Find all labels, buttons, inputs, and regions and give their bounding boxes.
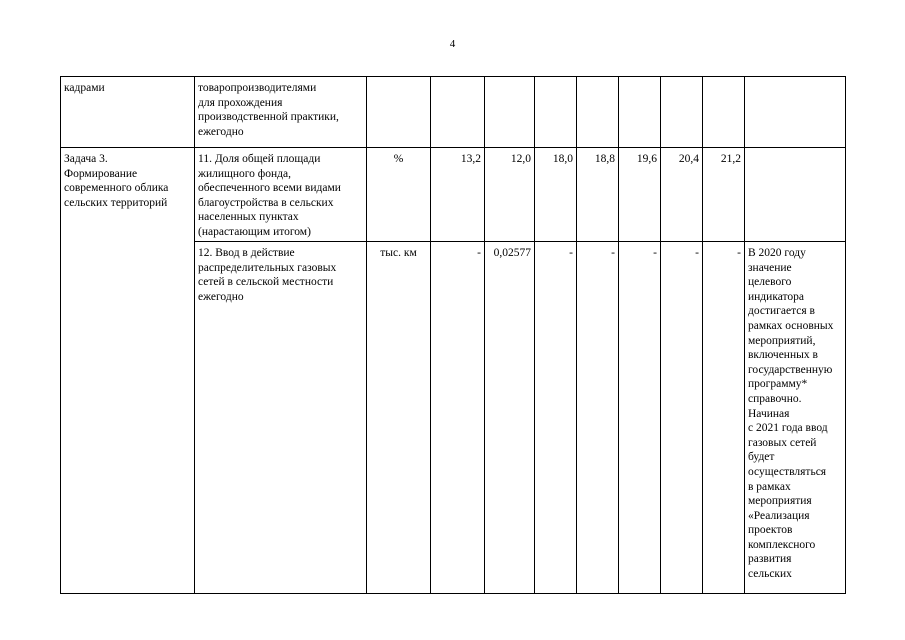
value-cell: 20,4 xyxy=(661,148,703,242)
unit-cell: тыс. км xyxy=(367,242,431,594)
table-row xyxy=(61,148,846,242)
indicator-cell: 12. Ввод в действие распределительных газовых сетей в сельской местности ежегодно xyxy=(195,242,367,594)
value-cell: - xyxy=(703,242,745,594)
value-cell: - xyxy=(619,242,661,594)
value-cell xyxy=(485,77,535,148)
value-cell: 13,2 xyxy=(431,148,485,242)
value-cell: - xyxy=(661,242,703,594)
value-cell: 21,2 xyxy=(703,148,745,242)
task-cell: Задача 3. Формирование современного облика сельских территорий xyxy=(61,148,195,594)
value-cell: 18,8 xyxy=(577,148,619,242)
value-cell: - xyxy=(535,242,577,594)
value-cell xyxy=(661,77,703,148)
task-cell: кадрами xyxy=(61,77,195,148)
note-cell: В 2020 году значение целевого индикатора достигается в рамках основных мероприятий, включенных в государственную программу* справочно. Начиная с 2021 года ввод газовых сетей будет осуществляться в рамках мероприятия «Реализация проектов комплексного развития сельских xyxy=(745,242,846,594)
value-cell: - xyxy=(577,242,619,594)
value-cell: 19,6 xyxy=(619,148,661,242)
value-cell xyxy=(703,77,745,148)
indicator-cell: товаропроизводителями для прохождения производственной практики, ежегодно xyxy=(195,77,367,148)
unit-cell: % xyxy=(367,148,431,242)
value-cell: - xyxy=(431,242,485,594)
value-cell xyxy=(619,77,661,148)
value-cell: 0,02577 xyxy=(485,242,535,594)
value-cell: 12,0 xyxy=(485,148,535,242)
indicator-cell: 11. Доля общей площади жилищного фонда, обеспеченного всеми видами благоустройства в сельских населенных пунктах (нарастающим итогом) xyxy=(195,148,367,242)
value-cell xyxy=(431,77,485,148)
unit-cell xyxy=(367,77,431,148)
page-number: 4 xyxy=(449,38,456,50)
value-cell xyxy=(535,77,577,148)
note-cell xyxy=(745,77,846,148)
indicators-table xyxy=(60,76,846,594)
value-cell xyxy=(577,77,619,148)
value-cell: 18,0 xyxy=(535,148,577,242)
note-cell xyxy=(745,148,846,242)
table-row xyxy=(61,77,846,148)
